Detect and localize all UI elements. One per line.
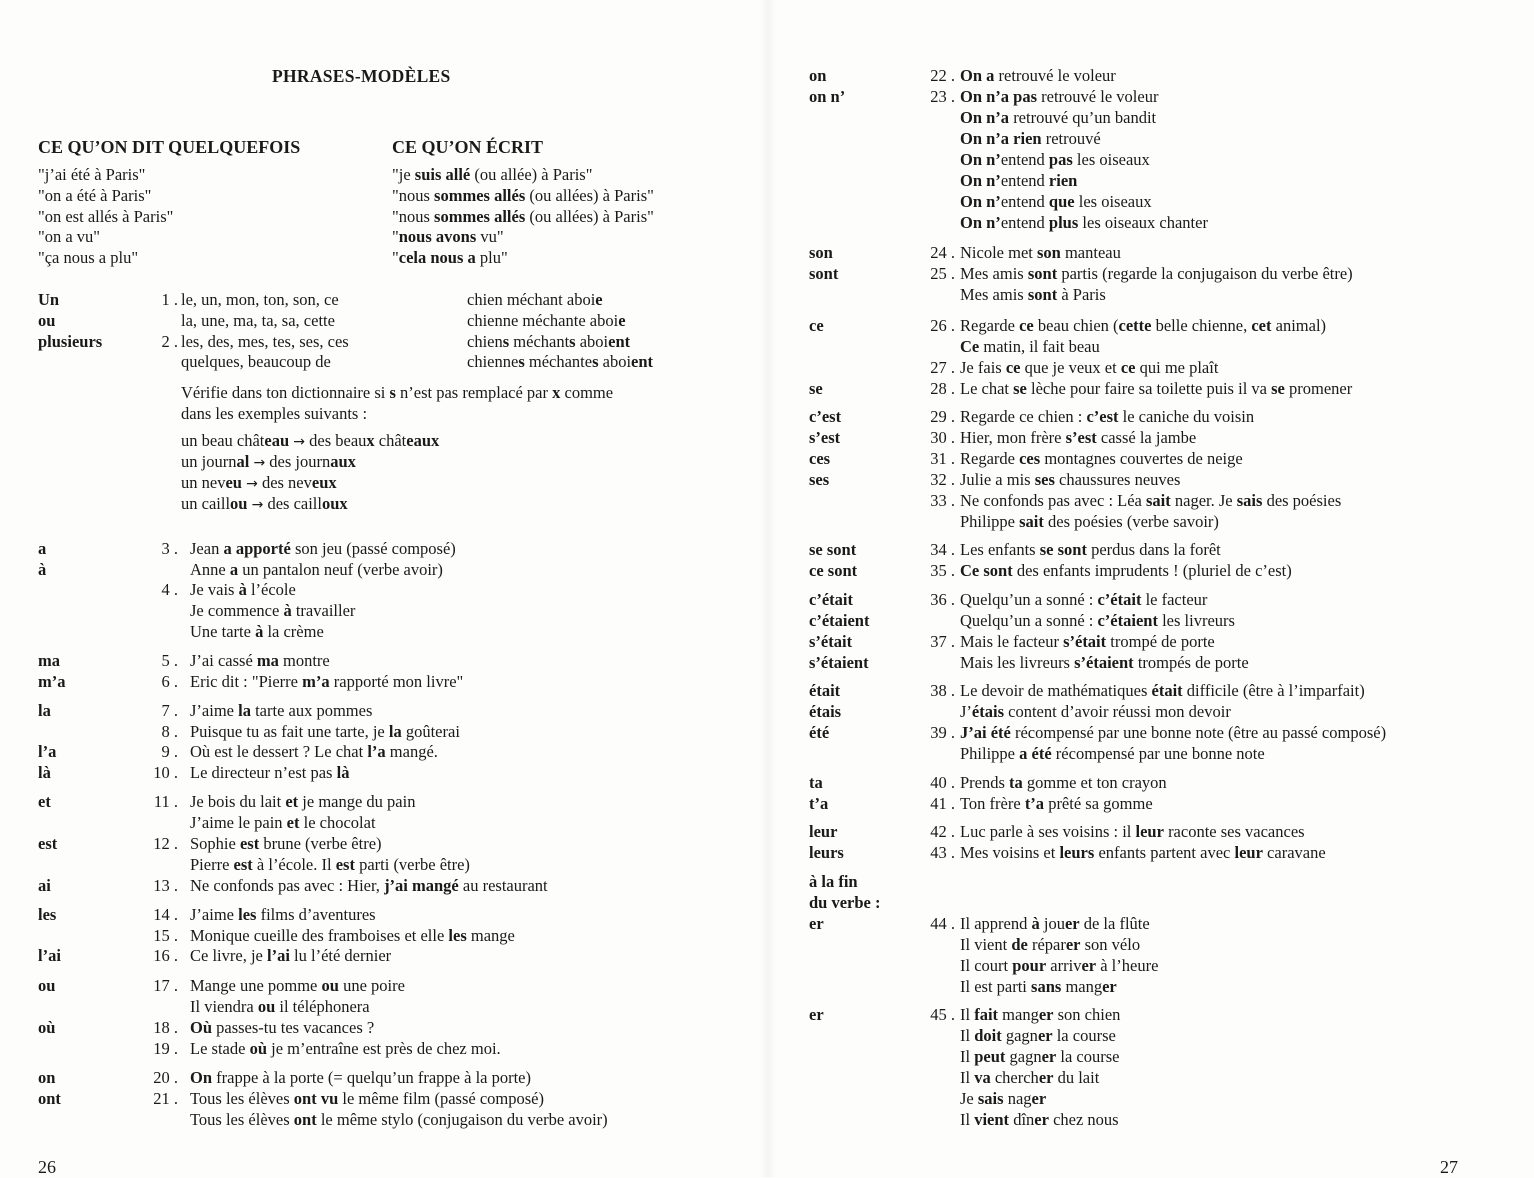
example-sentence: Le directeur n’est pas là bbox=[190, 763, 350, 782]
homophone-label: ta bbox=[809, 773, 823, 792]
row-number: 45 . bbox=[930, 1005, 955, 1024]
said-phrase: "j’ai été à Paris" bbox=[38, 165, 146, 184]
row-number: 34 . bbox=[930, 540, 955, 559]
example-sentence: Ce livre, je l’ai lu l’été dernier bbox=[190, 946, 392, 965]
example-sentence: Il viendra ou il téléphonera bbox=[190, 997, 370, 1016]
example-sentence: Mais les livreurs s’étaient trompés de porte bbox=[960, 653, 1249, 672]
example-sentence: J’ai cassé ma montre bbox=[190, 651, 330, 670]
homophone-label: t’a bbox=[809, 794, 829, 813]
row-number: 11 . bbox=[153, 792, 178, 811]
said-phrase: "ça nous a plu" bbox=[38, 248, 139, 268]
row-number: 8 . bbox=[161, 722, 178, 741]
example-sentence: Il fait manger son chien bbox=[960, 1005, 1121, 1024]
example-sentence: Je fais ce que je veux et ce qui me plaît bbox=[960, 358, 1219, 377]
example-sentence: Hier, mon frère s’est cassé la jambe bbox=[960, 428, 1197, 447]
example-sentence: Nicole met son manteau bbox=[960, 243, 1121, 262]
homophone-label: les bbox=[38, 905, 57, 924]
example-sentence: Pierre est à l’école. Il est parti (verbe être) bbox=[190, 855, 470, 874]
said-column-header: CE QU’ON DIT QUELQUEFOIS bbox=[38, 137, 301, 157]
page-number-right: 27 bbox=[1440, 1157, 1458, 1177]
homophone-label: c’était bbox=[809, 590, 853, 609]
homophone-label: se sont bbox=[809, 540, 857, 559]
page-number-left: 26 bbox=[38, 1157, 56, 1177]
example-sentence: Il court pour arriver à l’heure bbox=[960, 956, 1159, 975]
example-sentence: On n’entend pas les oiseaux bbox=[960, 150, 1150, 169]
example-sentence: Il doit gagner la course bbox=[960, 1026, 1116, 1045]
row-number: 17 . bbox=[153, 976, 178, 995]
homophone-label: où bbox=[38, 1018, 56, 1037]
homophone-label: et bbox=[38, 792, 51, 811]
homophone-label: ces bbox=[809, 449, 831, 468]
homophone-label: ce sont bbox=[809, 561, 858, 580]
homophone-label: er bbox=[809, 1005, 824, 1024]
example-sentence: On n’entend que les oiseaux bbox=[960, 192, 1152, 211]
homophone-label: s’était bbox=[809, 632, 853, 651]
determiner-list: le, un, mon, ton, son, ce bbox=[181, 290, 339, 309]
example-sentence: Je sais nager bbox=[960, 1089, 1047, 1108]
row-number: 42 . bbox=[930, 822, 955, 841]
plural-example: un journal → des journaux bbox=[181, 452, 356, 471]
homophone-label: c’est bbox=[809, 407, 842, 426]
homophone-label: on n’ bbox=[809, 87, 846, 106]
row-number: 7 . bbox=[161, 701, 178, 720]
example-sentence: Mange une pomme ou une poire bbox=[190, 976, 405, 995]
homophone-label: ou bbox=[38, 976, 56, 995]
row-number: 44 . bbox=[930, 914, 955, 933]
row-number: 3 . bbox=[161, 539, 178, 558]
row-number: 13 . bbox=[153, 876, 178, 895]
example-sentence: On a retrouvé le voleur bbox=[960, 66, 1116, 85]
homophone-label: l’a bbox=[38, 742, 57, 761]
example-sentence: Ce sont des enfants imprudents ! (pluriel de c’est) bbox=[960, 561, 1292, 580]
noun-phrase: chiens méchants aboient bbox=[467, 331, 631, 351]
example-sentence: Anne a un pantalon neuf (verbe avoir) bbox=[190, 560, 443, 579]
example-sentence: Il vient de réparer son vélo bbox=[960, 935, 1141, 954]
said-phrase: "on est allés à Paris" bbox=[38, 206, 174, 226]
example-sentence: Sophie est brune (verbe être) bbox=[190, 834, 382, 853]
homophone-label: à la fin bbox=[809, 872, 858, 891]
example-sentence: Philippe sait des poésies (verbe savoir) bbox=[960, 512, 1219, 531]
row-number: 9 . bbox=[161, 742, 178, 761]
example-sentence: Eric dit : "Pierre m’a rapporté mon livre" bbox=[190, 672, 464, 691]
homophone-label: du verbe : bbox=[809, 893, 881, 912]
row-number: 41 . bbox=[930, 794, 955, 813]
homophone-label: c’étaient bbox=[809, 611, 870, 630]
example-sentence: J’étais content d’avoir réussi mon devoir bbox=[960, 702, 1231, 721]
arrow-icon: → bbox=[251, 497, 264, 513]
row-number: 25 . bbox=[930, 264, 955, 283]
homophone-label: leur bbox=[809, 822, 838, 841]
row-number: 4 . bbox=[161, 580, 178, 599]
homophone-label: ont bbox=[38, 1089, 61, 1108]
homophone-label: s’étaient bbox=[809, 653, 869, 672]
row-number: 26 . bbox=[930, 316, 955, 335]
example-sentence: Les enfants se sont perdus dans la forêt bbox=[960, 540, 1221, 559]
example-sentence: Où passes-tu tes vacances ? bbox=[190, 1018, 375, 1037]
homophone-label: leurs bbox=[809, 843, 844, 862]
plural-example: un beau château → des beaux châteaux bbox=[181, 431, 440, 450]
example-sentence: Mes voisins et leurs enfants partent avec leur caravane bbox=[960, 843, 1326, 862]
written-phrase: "nous avons vu" bbox=[392, 227, 504, 247]
row-number: 23 . bbox=[930, 87, 955, 106]
row-number: 29 . bbox=[930, 407, 955, 426]
example-sentence: Julie a mis ses chaussures neuves bbox=[960, 470, 1181, 489]
homophone-label: on bbox=[809, 66, 827, 85]
homophone-label: est bbox=[38, 834, 58, 853]
example-sentence: Puisque tu as fait une tarte, je la goûterai bbox=[190, 722, 460, 741]
row-number: 19 . bbox=[153, 1039, 178, 1058]
example-sentence: Ton frère t’a prêté sa gomme bbox=[960, 794, 1153, 813]
homophone-label: la bbox=[38, 701, 51, 720]
example-sentence: Philippe a été récompensé par une bonne note bbox=[960, 744, 1265, 763]
page-title: PHRASES-MODÈLES bbox=[272, 66, 451, 86]
example-sentence: Je commence à travailler bbox=[190, 601, 356, 620]
row-number: 14 . bbox=[153, 905, 178, 924]
example-sentence: Jean a apporté son jeu (passé composé) bbox=[190, 539, 456, 558]
determiner-list: les, des, mes, tes, ses, ces bbox=[181, 331, 349, 351]
example-sentence: Ne confonds pas avec : Léa sait nager. Je sais des poésies bbox=[960, 491, 1342, 510]
example-sentence: Ne confonds pas avec : Hier, j’ai mangé au restaurant bbox=[190, 876, 548, 895]
row-number: 43 . bbox=[930, 843, 955, 862]
example-sentence: J’aime le pain et le chocolat bbox=[190, 813, 376, 832]
row-number: 21 . bbox=[153, 1089, 178, 1108]
row-number: 10 . bbox=[153, 763, 178, 782]
row-number: 40 . bbox=[930, 773, 955, 792]
homophone-label: ses bbox=[809, 470, 830, 489]
plural-example: un caillou → des cailloux bbox=[181, 494, 348, 513]
row-number: 33 . bbox=[930, 491, 955, 510]
noun-phrase: chien méchant aboie bbox=[467, 290, 603, 309]
note-line: Vérifie dans ton dictionnaire si s n’est pas remplacé par x comme bbox=[181, 383, 614, 402]
example-sentence: Mes amis sont à Paris bbox=[960, 285, 1106, 304]
written-phrase: "je suis allé (ou allée) à Paris" bbox=[392, 165, 593, 184]
homophone-label: là bbox=[38, 763, 51, 782]
row-number: 18 . bbox=[153, 1018, 178, 1037]
row-number: 1 . bbox=[161, 290, 178, 309]
example-sentence: Je bois du lait et je mange du pain bbox=[190, 792, 416, 811]
said-phrase: "on a vu" bbox=[38, 227, 101, 247]
arrow-icon: → bbox=[293, 434, 305, 450]
row-number: 37 . bbox=[930, 632, 955, 651]
example-sentence: On n’a rien retrouvé bbox=[960, 129, 1101, 148]
row-number: 2 . bbox=[161, 331, 178, 351]
homophone-label: à bbox=[38, 560, 47, 579]
example-sentence: On n’a retrouvé qu’un bandit bbox=[960, 108, 1157, 127]
homophone-label: était bbox=[809, 681, 841, 700]
example-sentence: Regarde ces montagnes couvertes de neige bbox=[960, 449, 1243, 468]
homophone-label: étais bbox=[809, 702, 842, 721]
noun-phrase: chiennes méchantes aboient bbox=[467, 352, 654, 372]
written-column-header: CE QU’ON ÉCRIT bbox=[392, 137, 544, 157]
noun-phrase: chienne méchante aboie bbox=[467, 310, 626, 330]
arrow-icon: → bbox=[246, 476, 258, 492]
example-sentence: Il va chercher du lait bbox=[960, 1068, 1100, 1087]
example-sentence: J’ai été récompensé par une bonne note (être au passé composé) bbox=[960, 723, 1387, 742]
example-sentence: Monique cueille des framboises et elle les mange bbox=[190, 926, 515, 945]
right-page bbox=[767, 0, 1534, 1177]
written-phrase: "nous sommes allés (ou allées) à Paris" bbox=[392, 185, 654, 205]
example-sentence: Quelqu’un a sonné : c’était le facteur bbox=[960, 590, 1208, 609]
row-number: 6 . bbox=[161, 672, 178, 691]
homophone-label: er bbox=[809, 914, 824, 933]
number-label-ou: ou bbox=[38, 311, 56, 330]
homophone-label: son bbox=[809, 243, 833, 262]
example-sentence: J’aime les films d’aventures bbox=[190, 905, 376, 924]
row-number: 12 . bbox=[153, 834, 178, 853]
example-sentence: Prends ta gomme et ton crayon bbox=[960, 773, 1167, 792]
row-number: 22 . bbox=[930, 66, 955, 85]
homophone-label: été bbox=[809, 723, 830, 742]
example-sentence: Il peut gagner la course bbox=[960, 1047, 1120, 1066]
example-sentence: Il apprend à jouer de la flûte bbox=[960, 914, 1150, 933]
row-number: 20 . bbox=[153, 1068, 178, 1087]
said-phrase: "on a été à Paris" bbox=[38, 185, 152, 205]
example-sentence: Luc parle à ses voisins : il leur raconte ses vacances bbox=[960, 822, 1305, 841]
row-number: 24 . bbox=[930, 243, 955, 262]
left-page bbox=[0, 0, 767, 1177]
row-number: 5 . bbox=[161, 651, 178, 670]
example-sentence: Le devoir de mathématiques était difficile (être à l’imparfait) bbox=[960, 681, 1365, 700]
written-phrase: "nous sommes allés (ou allées) à Paris" bbox=[392, 206, 654, 226]
example-sentence: Regarde ce chien : c’est le caniche du voisin bbox=[960, 407, 1255, 426]
row-number: 28 . bbox=[930, 379, 955, 398]
row-number: 16 . bbox=[153, 946, 178, 965]
number-label-un: Un bbox=[38, 290, 60, 309]
homophone-label: ma bbox=[38, 651, 60, 670]
example-sentence: J’aime la tarte aux pommes bbox=[190, 701, 373, 720]
written-phrase: "cela nous a plu" bbox=[392, 248, 508, 268]
example-sentence: Il est parti sans manger bbox=[960, 977, 1117, 996]
homophone-label: se bbox=[809, 379, 823, 398]
example-sentence: On n’entend rien bbox=[960, 171, 1078, 190]
homophone-label: sont bbox=[809, 264, 839, 283]
row-number: 31 . bbox=[930, 449, 955, 468]
example-sentence: Mes amis sont partis (regarde la conjugaison du verbe être) bbox=[960, 264, 1353, 283]
example-sentence: Où est le dessert ? Le chat l’a mangé. bbox=[190, 742, 438, 761]
row-number: 30 . bbox=[930, 428, 955, 447]
example-sentence: Tous les élèves ont vu le même film (passé composé) bbox=[190, 1089, 544, 1108]
row-number: 15 . bbox=[153, 926, 178, 945]
example-sentence: Ce matin, il fait beau bbox=[960, 337, 1100, 356]
homophone-label: l’ai bbox=[38, 946, 61, 965]
example-sentence: On n’a pas retrouvé le voleur bbox=[960, 87, 1159, 106]
homophone-label: on bbox=[38, 1068, 56, 1087]
example-sentence: Tous les élèves ont le même stylo (conjugaison du verbe avoir) bbox=[190, 1110, 608, 1129]
example-sentence: Une tarte à la crème bbox=[190, 622, 324, 641]
row-number: 38 . bbox=[930, 681, 955, 700]
row-number: 35 . bbox=[930, 561, 955, 580]
example-sentence: Il vient dîner chez nous bbox=[960, 1110, 1119, 1129]
determiner-list: la, une, ma, ta, sa, cette bbox=[181, 310, 335, 330]
example-sentence: Regarde ce beau chien (cette belle chienne, cet animal) bbox=[960, 316, 1327, 335]
homophone-label: a bbox=[38, 539, 47, 558]
example-sentence: On n’entend plus les oiseaux chanter bbox=[960, 213, 1208, 232]
determiner-list: quelques, beaucoup de bbox=[181, 352, 331, 372]
example-sentence: Je vais à l’école bbox=[190, 580, 296, 599]
homophone-label: m’a bbox=[38, 672, 66, 691]
number-label-plusieurs: plusieurs bbox=[38, 332, 103, 351]
example-sentence: Le chat se lèche pour faire sa toilette puis il va se promener bbox=[960, 379, 1353, 398]
arrow-icon: → bbox=[253, 455, 266, 471]
example-sentence: On frappe à la porte (= quelqu’un frappe à la porte) bbox=[190, 1068, 532, 1087]
row-number: 39 . bbox=[930, 723, 955, 742]
example-sentence: Quelqu’un a sonné : c’étaient les livreurs bbox=[960, 611, 1235, 630]
homophone-label: s’est bbox=[809, 428, 841, 447]
homophone-label: ai bbox=[38, 876, 51, 895]
row-number: 32 . bbox=[930, 470, 955, 489]
example-sentence: Mais le facteur s’était trompé de porte bbox=[960, 632, 1215, 651]
example-sentence: Le stade où je m’entraîne est près de chez moi. bbox=[190, 1039, 501, 1058]
plural-example: un neveu → des neveux bbox=[181, 473, 337, 492]
row-number: 36 . bbox=[930, 590, 955, 609]
row-number: 27 . bbox=[930, 358, 955, 377]
homophone-label: ce bbox=[809, 316, 824, 335]
note-line: dans les exemples suivants : bbox=[181, 404, 368, 423]
